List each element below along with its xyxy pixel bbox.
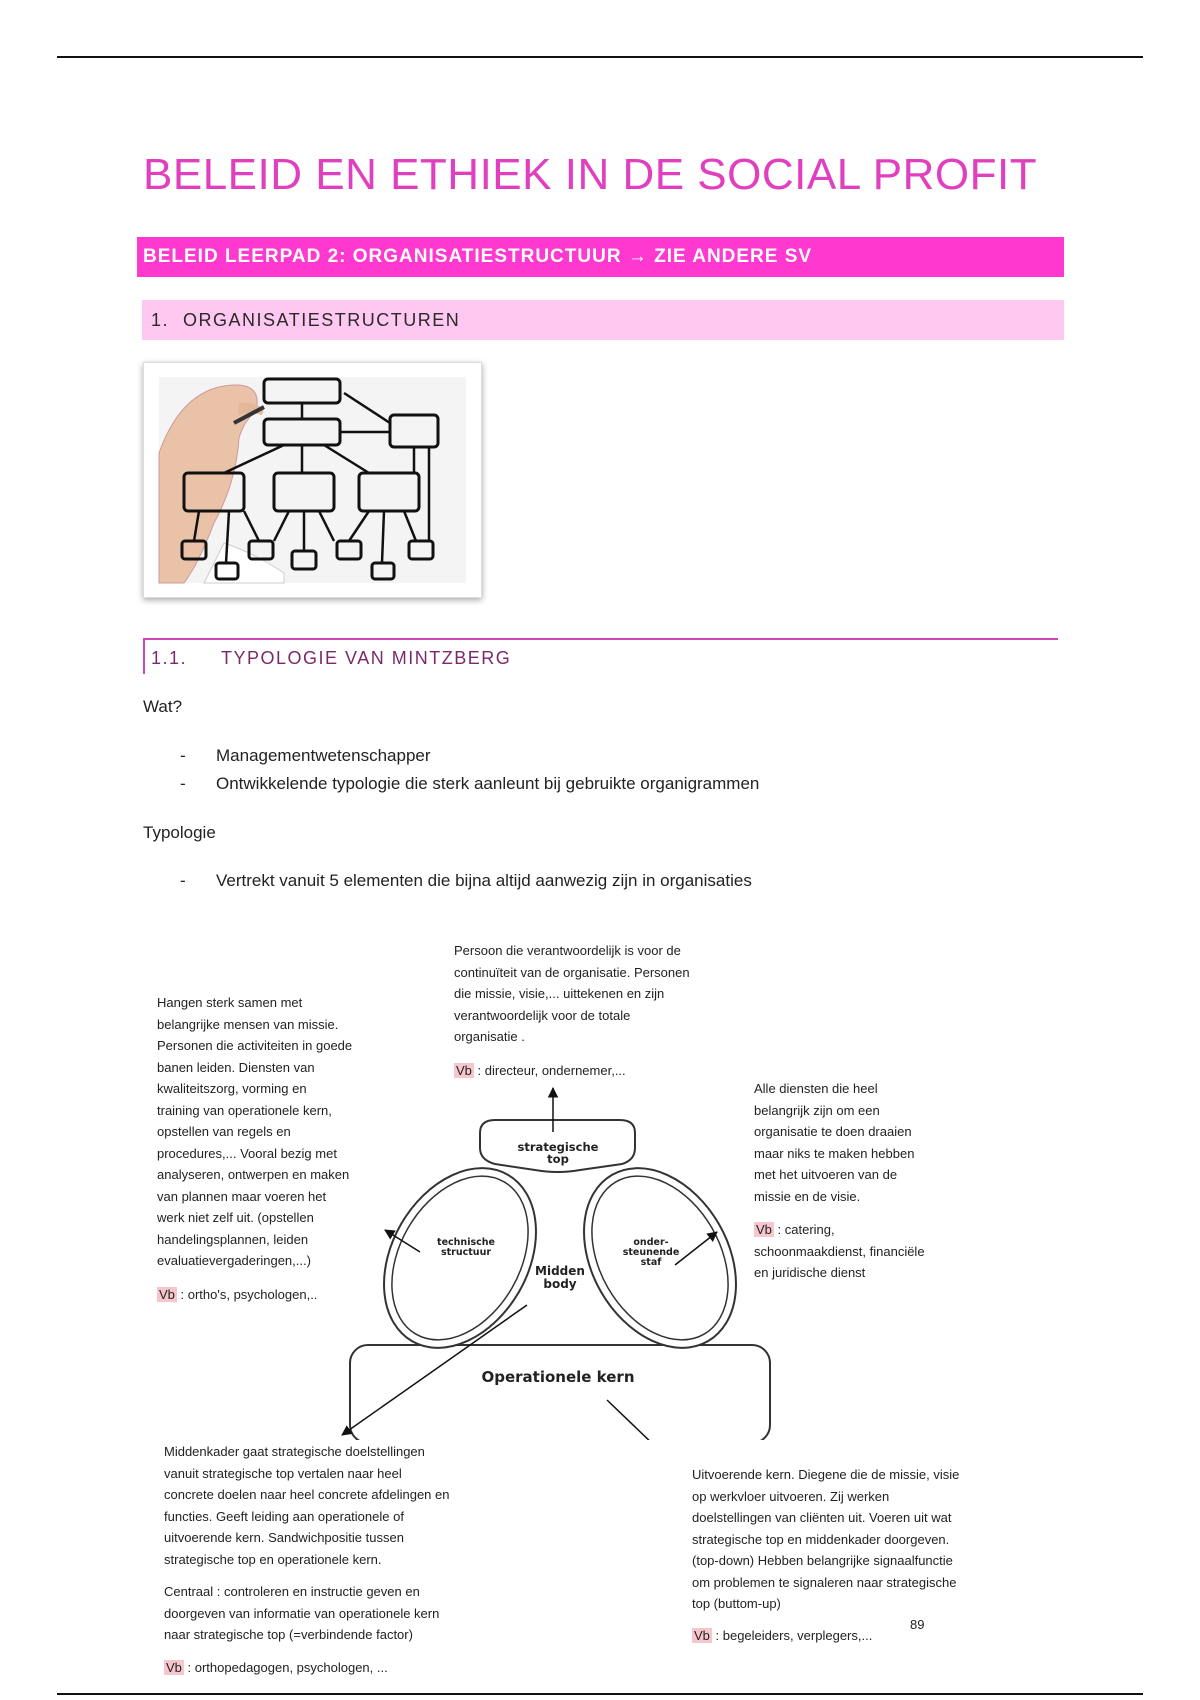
note-example <box>692 1625 1009 1647</box>
label-strategische: strategische <box>517 1140 599 1154</box>
note-line: procedures,... Vooral bezig met <box>157 1145 337 1161</box>
vb-highlight: Vb <box>166 1659 182 1675</box>
label-structuur: structuur <box>440 1247 492 1258</box>
heading-3-number: 1.1. <box>151 648 188 668</box>
organigram-drawing-illustration <box>144 363 481 597</box>
note-line: om problemen te signaleren naar strategische <box>692 1574 957 1590</box>
note-line: banen leiden. Diensten van <box>157 1059 315 1075</box>
note-line: (top-down) Hebben belangrijke signaalfunctie <box>692 1553 953 1568</box>
note-line: functies. Geeft leiding aan operationele of <box>164 1508 404 1524</box>
document-title: BELEID EN ETHIEK IN DE SOCIAL PROFIT <box>143 150 1038 199</box>
label-operationele-kern: Operationele kern <box>481 1368 635 1386</box>
label-staf: staf <box>640 1257 662 1268</box>
note-operationele-kern <box>692 1464 1009 1646</box>
bullet-marker: - <box>180 746 186 765</box>
note-line: kwaliteitszorg, vorming en <box>157 1081 307 1096</box>
label-steunende: steunende <box>622 1247 680 1258</box>
note-line: maar niks te maken hebben <box>754 1145 915 1161</box>
note-example-text: : orthopedagogen, psychologen, ... <box>183 1659 388 1675</box>
bullet-item: Managementwetenschapper <box>216 746 431 765</box>
bullet-marker: - <box>180 871 186 890</box>
note-middenkader <box>164 1441 504 1678</box>
technische-structuur-shape <box>353 1141 567 1375</box>
bullet-item: Ontwikkelende typologie die sterk aanleunt bij gebruikte organigrammen <box>216 774 760 793</box>
label-body: body <box>543 1277 577 1291</box>
note-line: uitvoerende kern. Sandwichpositie tussen <box>164 1530 404 1545</box>
note-line: continuïteit van de organisatie. Personen <box>454 964 690 980</box>
note-example-text: : begeleiders, verplegers,... <box>711 1627 873 1643</box>
note-line: doelstellingen van cliënten uit. Voeren uit wat <box>692 1510 952 1525</box>
note-line: handelingsplannen, leiden <box>157 1231 309 1247</box>
heading-1: BELEID LEERPAD 2: ORGANISATIESTRUCTUUR → ZIE ANDERE SV <box>137 237 1064 277</box>
wat-label: Wat? <box>143 697 183 716</box>
top-rule <box>57 56 1143 58</box>
heading-3 <box>143 638 1058 674</box>
note-example <box>164 1657 504 1679</box>
note-line: Alle diensten die heel <box>754 1081 878 1096</box>
note-line: analyseren, ontwerpen en maken <box>157 1167 350 1182</box>
note-line: op werkvloer uitvoeren. Zij werken <box>692 1488 890 1504</box>
note-line: vanuit strategische top vertalen naar heel <box>164 1465 402 1481</box>
note-line: doorgeven van informatie van operationele kern <box>164 1605 440 1621</box>
label-midden: Midden <box>535 1264 585 1278</box>
bottom-rule <box>57 1693 1143 1695</box>
label-top: top <box>547 1152 569 1166</box>
note-centraal <box>164 1581 504 1646</box>
note-line: met het uitvoeren van de <box>754 1167 898 1182</box>
note-line: die missie, visie,... uittekenen en zijn <box>454 986 665 1001</box>
note-example-text: : ortho's, psychologen,.. <box>176 1286 318 1302</box>
note-example-text: en juridische dienst <box>754 1265 866 1280</box>
mintzberg-diagram <box>330 1040 790 1440</box>
note-example-text: schoonmaakdienst, financiële <box>754 1243 925 1259</box>
heading-2-number: 1. <box>151 309 170 330</box>
note-line: concrete doelen naar heel concrete afdelingen en <box>164 1487 450 1502</box>
note-line: Centraal : controleren en instructie geven en <box>164 1584 420 1599</box>
vb-highlight: Vb <box>456 1062 472 1078</box>
typologie-label: Typologie <box>143 823 216 842</box>
bullet-item: Vertrekt vanuit 5 elementen die bijna altijd aanwezig zijn in organisaties <box>216 871 752 890</box>
note-line: belangrijke mensen van missie. <box>157 1016 339 1032</box>
heading-2 <box>142 300 1064 340</box>
page-number: 89 <box>910 1617 925 1632</box>
note-line: werk niet zelf uit. (opstellen <box>157 1210 314 1225</box>
vb-highlight: Vb <box>159 1286 175 1302</box>
note-line: opstellen van regels en <box>157 1124 291 1139</box>
note-line: organisatie te doen draaien <box>754 1124 912 1139</box>
organigram-photo <box>143 362 482 598</box>
note-example-text: : catering, <box>773 1222 835 1237</box>
note-line: Hangen sterk samen met <box>157 995 303 1010</box>
note-line: Personen die activiteiten in goede <box>157 1038 353 1053</box>
note-line: missie en de visie. <box>754 1188 861 1204</box>
note-line: belangrijk zijn om een <box>754 1102 880 1118</box>
note-line: strategische top en operationele kern. <box>164 1551 382 1567</box>
note-line: Persoon die verantwoordelijk is voor de <box>454 943 681 958</box>
vb-highlight: Vb <box>694 1627 710 1643</box>
heading-3-label: TYPOLOGIE VAN MINTZBERG <box>221 648 512 668</box>
label-onder: onder- <box>633 1237 669 1248</box>
note-line: verantwoordelijk voor de totale <box>454 1007 631 1023</box>
note-example-text: : directeur, ondernemer,... <box>473 1062 626 1078</box>
vb-highlight: Vb <box>756 1222 772 1237</box>
note-line: Middenkader gaat strategische doelstellingen <box>164 1444 425 1459</box>
note-line: Uitvoerende kern. Diegene die de missie, visie <box>692 1467 960 1482</box>
label-technische: technische <box>437 1237 495 1248</box>
note-line: evaluatievergaderingen,...) <box>157 1253 311 1268</box>
note-line: organisatie . <box>454 1029 525 1044</box>
note-line: training van operationele kern, <box>157 1102 332 1118</box>
note-line: van plannen maar voeren het <box>157 1188 327 1204</box>
heading-2-label: ORGANISATIESTRUCTUREN <box>183 309 461 330</box>
note-line: strategische top en middenkader doorgeven. <box>692 1531 950 1547</box>
operationele-kern-shape <box>350 1345 770 1440</box>
note-line: top (buttom-up) <box>692 1596 781 1611</box>
bullet-marker: - <box>180 774 186 793</box>
note-line: naar strategische top (=verbindende factor) <box>164 1627 413 1642</box>
